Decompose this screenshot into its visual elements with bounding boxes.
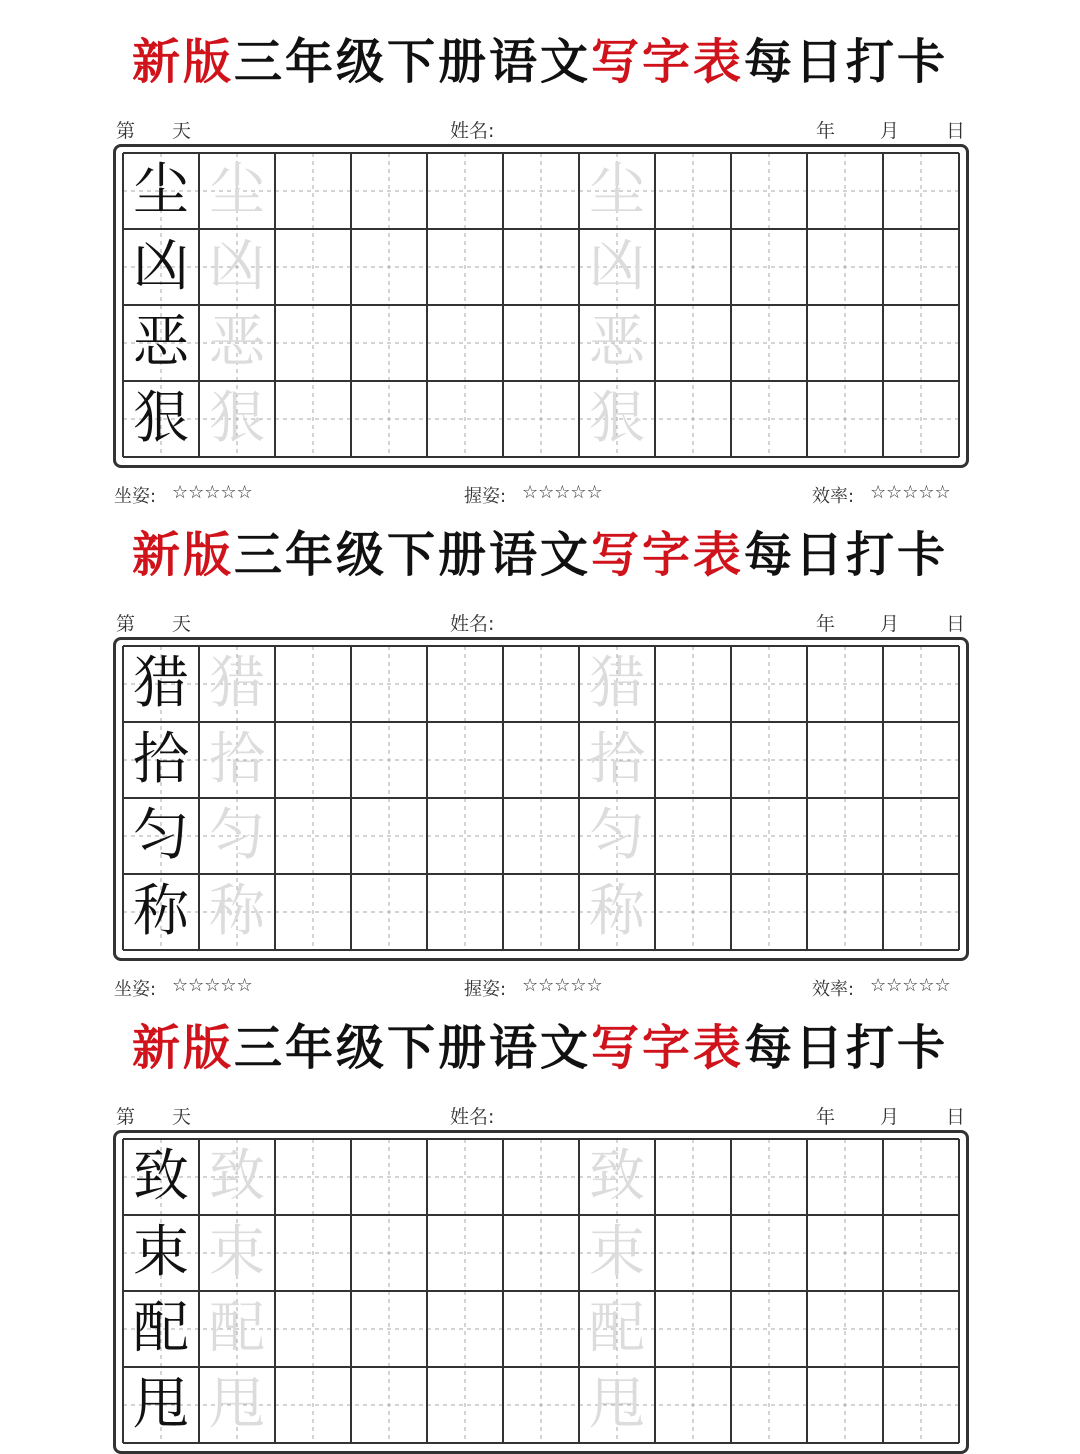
day-prefix-label: 第 — [116, 613, 136, 635]
trace-character: 恶 — [209, 310, 265, 375]
sheet-title — [0, 527, 1080, 583]
title-part3: 写字表 — [591, 527, 745, 583]
trace-character: 凶 — [589, 234, 645, 299]
efficiency-stars: ☆☆☆☆☆ — [870, 482, 951, 503]
trace-character: 尘 — [209, 158, 265, 223]
title-part1: 新版 — [131, 1020, 234, 1076]
title-part3: 写字表 — [591, 1020, 745, 1076]
sheet-title — [0, 34, 1080, 90]
info-row — [114, 116, 966, 140]
writing-grid — [122, 1138, 960, 1446]
title-part2: 三年级下册语文 — [233, 34, 591, 90]
title-part2: 三年级下册语文 — [233, 1020, 591, 1076]
title-part1: 新版 — [131, 527, 234, 583]
trace-character: 恶 — [589, 310, 645, 375]
trace-character: 配 — [589, 1296, 645, 1361]
model-character: 束 — [133, 1220, 189, 1285]
year-label: 年 — [816, 613, 836, 635]
trace-character: 狠 — [209, 386, 265, 451]
trace-character: 拾 — [589, 727, 645, 792]
day-label: 日 — [946, 613, 966, 635]
trace-character: 甩 — [209, 1372, 265, 1437]
grip-label: 握姿: — [464, 979, 507, 1000]
title-part2: 三年级下册语文 — [233, 527, 591, 583]
trace-character: 凶 — [209, 234, 265, 299]
day-suffix-label: 天 — [172, 1106, 192, 1128]
title-part4: 每日打卡 — [744, 1020, 949, 1076]
model-character: 凶 — [133, 234, 189, 299]
grip-stars: ☆☆☆☆☆ — [522, 482, 603, 503]
trace-character: 称 — [209, 879, 265, 944]
model-character: 恶 — [133, 310, 189, 375]
trace-character: 配 — [209, 1296, 265, 1361]
posture-label: 坐姿: — [114, 979, 157, 1000]
day-label: 日 — [946, 1106, 966, 1128]
trace-character: 猎 — [209, 651, 265, 716]
trace-character: 匀 — [209, 803, 265, 868]
year-label: 年 — [816, 1106, 836, 1128]
year-label: 年 — [816, 120, 836, 142]
trace-character: 猎 — [589, 651, 645, 716]
model-character: 尘 — [133, 158, 189, 223]
efficiency-label: 效率: — [812, 979, 855, 1000]
model-character: 称 — [133, 879, 189, 944]
model-character: 匀 — [133, 803, 189, 868]
trace-character: 束 — [589, 1220, 645, 1285]
model-character: 致 — [133, 1144, 189, 1209]
model-character: 猎 — [133, 651, 189, 716]
model-character: 甩 — [133, 1372, 189, 1437]
writing-grid-frame — [113, 144, 969, 468]
trace-character: 甩 — [589, 1372, 645, 1437]
model-character: 拾 — [133, 727, 189, 792]
day-suffix-label: 天 — [172, 120, 192, 142]
name-label: 姓名: — [450, 1106, 495, 1128]
title-part3: 写字表 — [591, 34, 745, 90]
writing-grid — [122, 152, 960, 460]
trace-character: 束 — [209, 1220, 265, 1285]
trace-character: 狠 — [589, 386, 645, 451]
trace-character: 尘 — [589, 158, 645, 223]
month-label: 月 — [880, 613, 900, 635]
posture-label: 坐姿: — [114, 486, 157, 507]
grip-stars: ☆☆☆☆☆ — [522, 975, 603, 996]
day-suffix-label: 天 — [172, 613, 192, 635]
rating-row — [114, 975, 966, 999]
title-part4: 每日打卡 — [744, 34, 949, 90]
writing-grid-frame — [113, 1130, 969, 1454]
writing-grid — [122, 645, 960, 953]
name-label: 姓名: — [450, 120, 495, 142]
name-label: 姓名: — [450, 613, 495, 635]
efficiency-label: 效率: — [812, 486, 855, 507]
writing-grid-frame — [113, 637, 969, 961]
efficiency-stars: ☆☆☆☆☆ — [870, 975, 951, 996]
month-label: 月 — [880, 1106, 900, 1128]
grip-label: 握姿: — [464, 486, 507, 507]
posture-stars: ☆☆☆☆☆ — [172, 975, 253, 996]
trace-character: 致 — [589, 1144, 645, 1209]
model-character: 配 — [133, 1296, 189, 1361]
model-character: 狠 — [133, 386, 189, 451]
trace-character: 匀 — [589, 803, 645, 868]
trace-character: 拾 — [209, 727, 265, 792]
sheet-title — [0, 1020, 1080, 1076]
trace-character: 致 — [209, 1144, 265, 1209]
day-label: 日 — [946, 120, 966, 142]
posture-stars: ☆☆☆☆☆ — [172, 482, 253, 503]
day-prefix-label: 第 — [116, 1106, 136, 1128]
info-row — [114, 1102, 966, 1126]
title-part4: 每日打卡 — [744, 527, 949, 583]
title-part1: 新版 — [131, 34, 234, 90]
rating-row — [114, 482, 966, 506]
trace-character: 称 — [589, 879, 645, 944]
day-prefix-label: 第 — [116, 120, 136, 142]
month-label: 月 — [880, 120, 900, 142]
info-row — [114, 609, 966, 633]
